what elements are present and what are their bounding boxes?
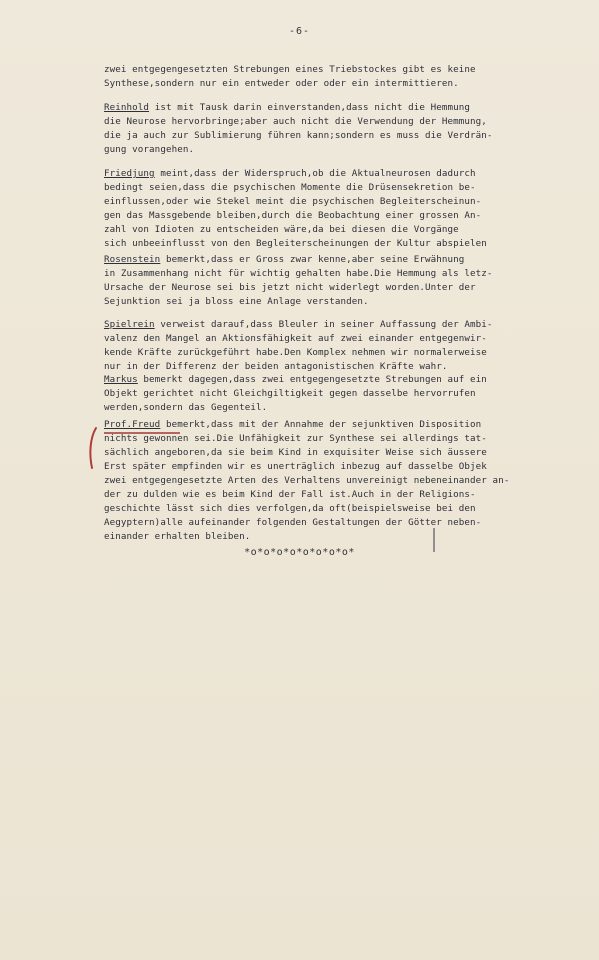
text-line: Sejunktion sei ja bloss eine Anlage verstanden. xyxy=(104,296,369,307)
text-line: Erst später empfinden wir es unerträglich inbezug auf dasselbe Objek xyxy=(104,461,487,472)
text-line: Objekt gerichtet nicht Gleichgiltigkeit gegen dasselbe hervorrufen xyxy=(104,388,476,399)
page-number: -6- xyxy=(288,26,311,37)
text-line: Synthese,sondern nur ein entweder oder oder ein intermittieren. xyxy=(104,78,459,89)
speaker-name: Reinhold xyxy=(104,102,150,113)
text-line: Aegyptern)alle aufeinander folgenden Gestaltungen der Götter neben- xyxy=(104,517,482,528)
paragraph-markus xyxy=(104,373,598,387)
text-run: ist mit Tausk darin einverstanden,dass nicht die Hemmung xyxy=(149,102,471,113)
text-run: verweist darauf,dass Bleuler in seiner Auffassung der Ambi- xyxy=(154,319,493,330)
text-run: bemerkt dagegen,dass zwei entgegengesetzte Strebungen auf ein xyxy=(137,374,487,385)
text-line: sich unbeeinflusst von den Begleiterscheinungen der Kultur abspielen xyxy=(104,238,487,249)
text-line: die Neurose hervorbringe;aber auch nicht die Verwendung der Hemmung, xyxy=(104,116,487,127)
paragraph-freud xyxy=(104,418,598,432)
speaker-name: Spielrein xyxy=(104,319,155,330)
text-line: zwei entgegengesetzten Strebungen eines Triebstockes gibt es keine xyxy=(104,64,476,75)
speaker-name: Prof.Freud xyxy=(104,419,161,430)
speaker-name: Rosenstein xyxy=(104,254,161,265)
text-line: in Zusammenhang nicht für wichtig gehalten habe.Die Hemmung als letz- xyxy=(104,268,493,279)
text-line: die ja auch zur Sublimierung führen kann;sondern es muss die Verdrän- xyxy=(104,130,493,141)
text-line: sächlich angeboren,da sie beim Kind in exquisiter Weise sich äussere xyxy=(104,447,487,458)
text-line: nur in der Differenz der beiden antagonistischen Kräfte wahr. xyxy=(104,361,448,372)
closing-ornament: *o*o*o*o*o*o*o*o* xyxy=(244,547,355,558)
paragraph-rosenstein xyxy=(104,253,598,267)
text-line: zahl von Idioten zu entscheiden wäre,da bei diesen die Vorgänge xyxy=(104,224,459,235)
text-line: geschichte lässt sich dies verfolgen,da oft(beispielsweise bei den xyxy=(104,503,476,514)
text-run: meint,dass der Widerspruch,ob die Aktualneurosen dadurch xyxy=(154,168,476,179)
text-line: zwei entgegengesetzte Arten des Verhaltens unvereinigt nebeneinander an- xyxy=(104,475,510,486)
paragraph-reinhold xyxy=(104,101,598,115)
text-line: nichts gewonnen sei.Die Unfähigkeit zur Synthese sei allerdings tat- xyxy=(104,433,487,444)
paragraph-friedjung xyxy=(104,167,598,181)
text-line: Ursache der Neurose sei bis jetzt nicht widerlegt worden.Unter der xyxy=(104,282,476,293)
text-line: bedingt seien,dass die psychischen Momente die Drüsensekretion be- xyxy=(104,182,476,193)
paragraph-spielrein xyxy=(104,318,598,332)
text-run: bemerkt,dass mit der Annahme der sejunktiven Disposition xyxy=(160,419,482,430)
red-pencil-margin-mark xyxy=(86,426,100,470)
speaker-name: Markus xyxy=(104,374,138,385)
text-line: gen das Massgebende bleiben,durch die Beobachtung einer grossen An- xyxy=(104,210,482,221)
text-line: einflussen,oder wie Stekel meint die psychischen Begleiterscheinun- xyxy=(104,196,482,207)
text-line: gung vorangehen. xyxy=(104,144,195,155)
text-line: der zu dulden wie es beim Kind der Fall ist.Auch in der Religions- xyxy=(104,489,476,500)
text-run: bemerkt,dass er Gross zwar kenne,aber seine Erwähnung xyxy=(160,254,465,265)
text-line: einander erhalten bleiben. xyxy=(104,531,251,542)
speaker-name: Friedjung xyxy=(104,168,155,179)
text-line: werden,sondern das Gegenteil. xyxy=(104,402,268,413)
text-line: kende Kräfte zurückgeführt habe.Den Komplex nehmen wir normalerweise xyxy=(104,347,487,358)
text-line: valenz den Mangel an Aktionsfähigkeit auf zwei einander entgegenwir- xyxy=(104,333,487,344)
